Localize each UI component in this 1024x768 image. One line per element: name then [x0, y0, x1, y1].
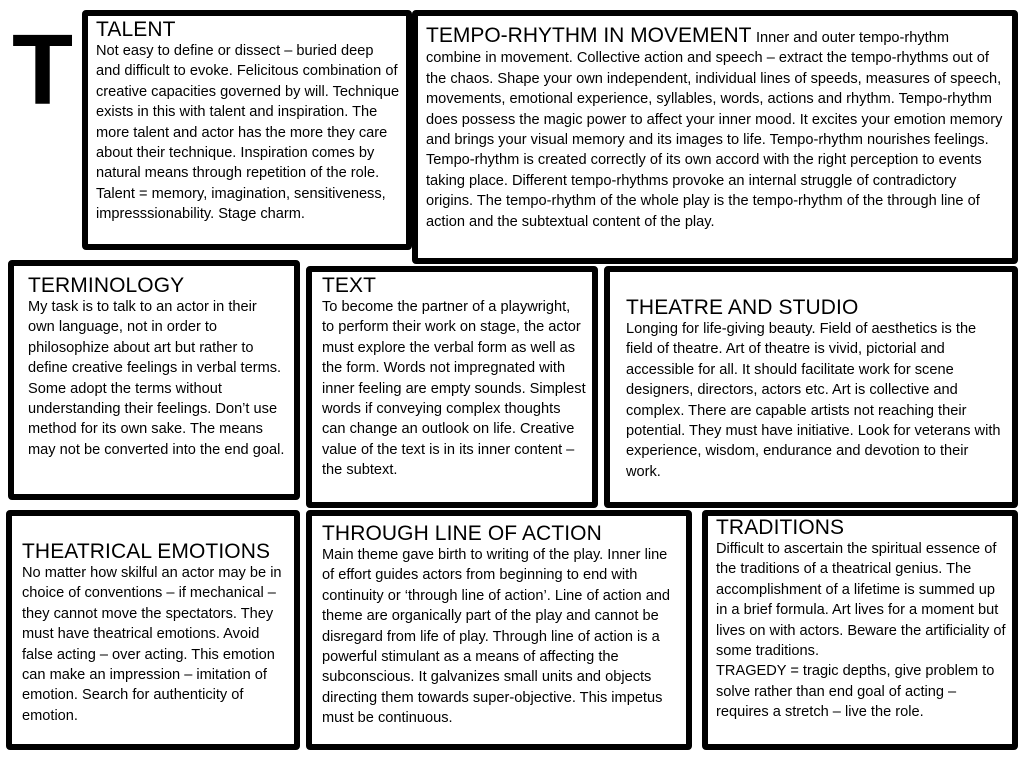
through-line-body: Main theme gave birth to writing of the play. Inner line of effort guides actors from beginning to end with continuity or ‘through line of action’. Line of action and theme are organically part of the play and cannot be disregard from life of play. Through line of action is a powerful stimulant as a means of affecting the subconscious. It galvanizes small units and objects directing them towards super-objective. This impetus must be continuous. — [322, 547, 671, 727]
traditions-title: TRADITIONS — [716, 516, 845, 539]
tempo-rhythm-title: TEMPO-RHYTHM IN MOVEMENT — [426, 24, 752, 47]
text-body: To become the partner of a playwright, to perform their work on stage, the actor must explore the verbal form as well as the form. Words not impregnated with inner feeling are empty sounds. Simplest words if conveying complex thoughts can change an outlook on life. Creative value of the text is in its inner content – the subtext. — [322, 299, 586, 479]
theatrical-emotions-box — [6, 510, 300, 750]
tempo-rhythm-box — [412, 10, 1018, 264]
through-line-box — [306, 510, 692, 750]
tempo-rhythm-body: Inner and outer tempo-rhythm combine in movement. Collective action and speech – extract the tempo-rhythms out of the chaos. Shape your own independent, individual lines of speeds, measures of speech, movements, emotional experience, syllables, words, actions and rhythm. Tempo-rhythm does possess the magic power to affect your inner mood. It excites your emotion memory and brings your visual memory and its images to life. Tempo-rhythm nourishes feelings. Tempo-rhythm is created correctly of its own accord with the right perception to events taking place. Different tempo-rhythms provoke an internal struggle of contradictory origins. The tempo-rhythm of the whole play is the tempo-rhythm of the through line of action and the subtextual content of the play. — [426, 30, 1003, 230]
text-title: TEXT — [322, 274, 377, 297]
terminology-body: My task is to talk to an actor in their own language, not in order to philosophize about art but rather to define creative feelings in verbal terms. Some adopt the terms without understanding their feelings. Don’t use method for its own sake. The means may not be converted into the end goal. — [28, 299, 285, 458]
talent-title: TALENT — [96, 18, 176, 41]
text-box — [306, 266, 598, 508]
theatrical-emotions-body: No matter how skilful an actor may be in choice of conventions – if mechanical – they cannot move the spectators. They must have theatrical emotions. Avoid false acting – over acting. This emotion can make an impression – imitation of emotion. Search for authenticity of emotion. — [22, 565, 282, 724]
theatre-studio-body: Longing for life-giving beauty. Field of aesthetics is the field of theatre. Art of theatre is vivid, pictorial and accessible for all. It should facilitate work for scene designers, directors, actors etc. Art is collective and complex. There are capable artists not reaching their potential. They must have initiative. Look for veterans with experience, wisdom, endurance and devotion to their work. — [626, 321, 1001, 480]
theatre-studio-title: THEATRE AND STUDIO — [626, 296, 859, 319]
terminology-title: TERMINOLOGY — [28, 274, 185, 297]
talent-body: Not easy to define or dissect – buried deep and difficult to evoke. Felicitous combination of creative capacities governed by will. Technique exists in this with talent and inspiration. The more talent and actor has the more they care about their technique. Inspiration comes by natural means through repetition of the role. Talent = memory, imagination, sensitiveness, impresssionability. Stage charm. — [96, 43, 400, 223]
talent-box — [82, 10, 412, 250]
through-line-title: THROUGH LINE OF ACTION — [322, 522, 602, 545]
terminology-box — [8, 260, 300, 500]
traditions-box — [702, 510, 1018, 750]
tragedy-note: TRAGEDY = tragic depths, give problem to solve rather than end goal of acting – requires a stretch – live the role. — [716, 663, 995, 721]
section-letter: T — [12, 14, 74, 126]
theatrical-emotions-title: THEATRICAL EMOTIONS — [22, 540, 271, 563]
theatre-studio-box — [604, 266, 1018, 508]
traditions-body: Difficult to ascertain the spiritual essence of the traditions of a theatrical genius. The accomplishment of a lifetime is summed up in a brief formula. Art lives for a moment but lives on with actors. Beware the artificiality of some traditions. — [716, 541, 1006, 660]
